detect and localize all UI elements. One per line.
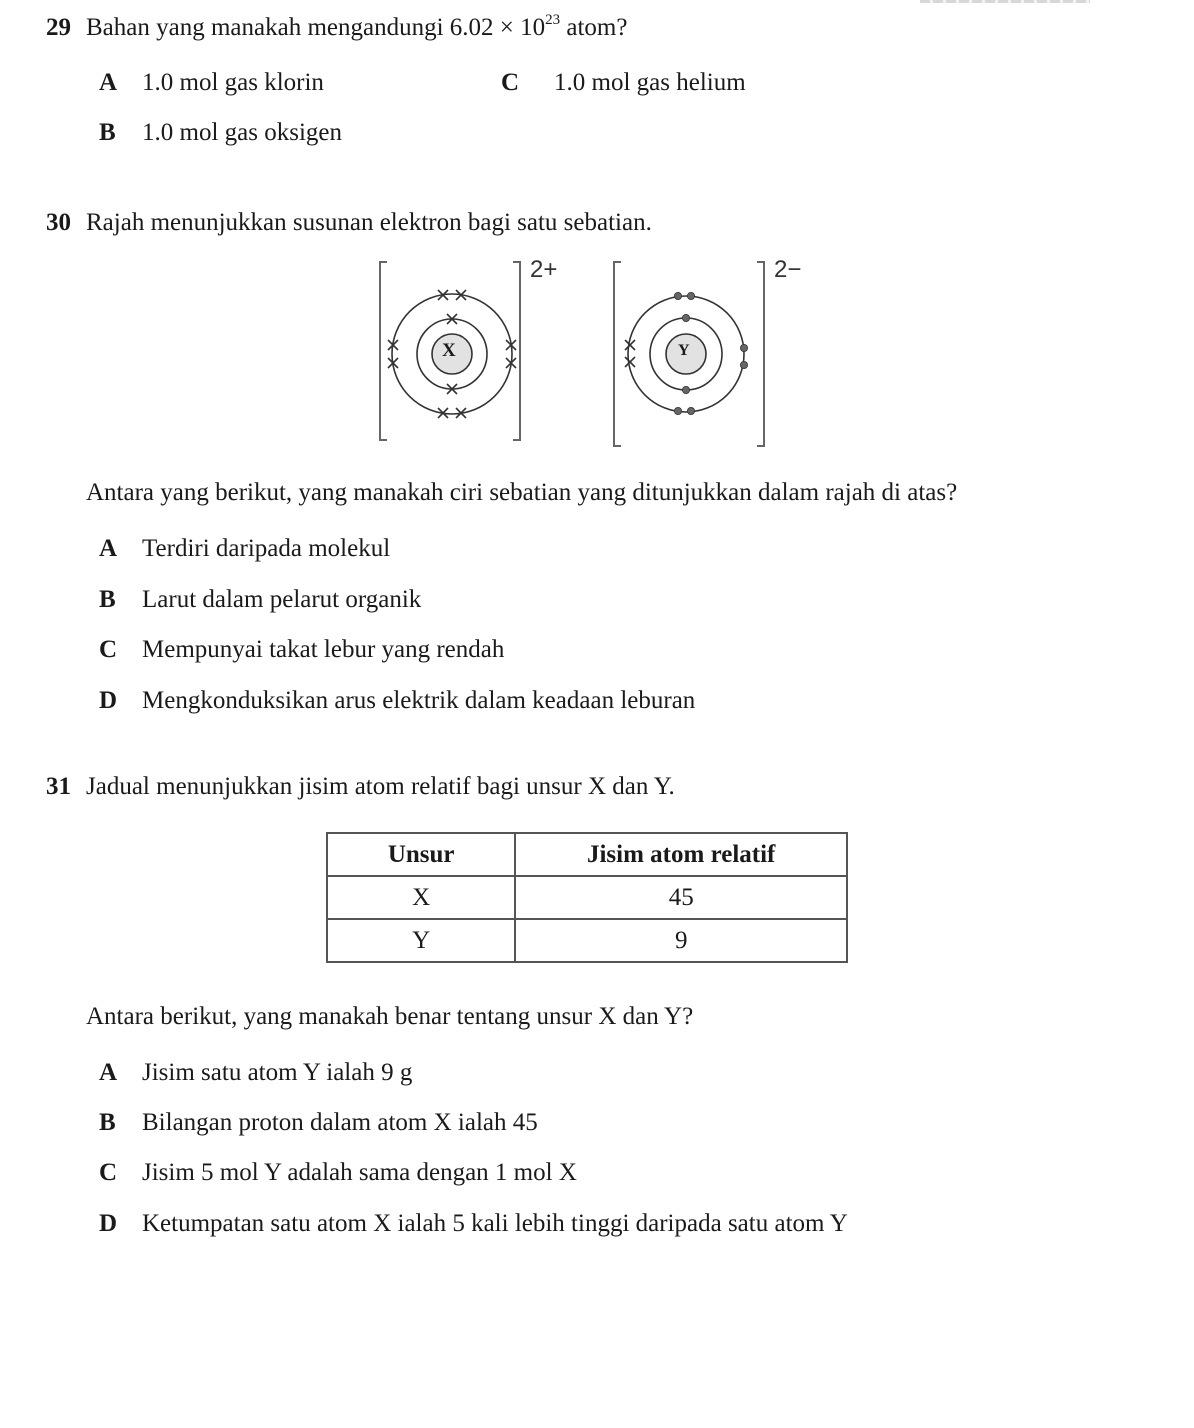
nucleus-y-label: Y — [678, 342, 690, 359]
cation-charge: 2+ — [530, 256, 558, 283]
q30-option-d[interactable]: D Mengkonduksikan arus elektrik dalam keadaan leburan — [99, 687, 696, 714]
table-header-row — [327, 833, 847, 876]
relative-atomic-mass-table — [326, 832, 848, 963]
table-row — [327, 919, 847, 962]
q30-option-b[interactable]: B Larut dalam pelarut organik — [99, 586, 422, 613]
table-cell: X — [327, 876, 515, 919]
table-cell: 9 — [515, 919, 847, 962]
electron-arrangement-diagram — [370, 255, 810, 450]
q31-option-a[interactable]: A Jisim satu atom Y ialah 9 g — [99, 1059, 413, 1086]
q31-option-d[interactable]: D Ketumpatan satu atom X ialah 5 kali lebih tinggi daripada satu atom Y — [99, 1210, 848, 1237]
nucleus-x-label: X — [442, 340, 456, 361]
q29-option-b[interactable]: B 1.0 mol gas oksigen — [99, 119, 342, 146]
question-number: 31 — [46, 773, 71, 800]
q30-option-c[interactable]: C Mempunyai takat lebur yang rendah — [99, 636, 505, 663]
question-31-prompt: Antara berikut, yang manakah benar tentang unsur X dan Y? — [86, 1003, 694, 1030]
q31-option-c[interactable]: C Jisim 5 mol Y adalah sama dengan 1 mol X — [99, 1159, 577, 1186]
table-row — [327, 876, 847, 919]
question-30-prompt: Antara yang berikut, yang manakah ciri sebatian yang ditunjukkan dalam rajah di atas? — [86, 479, 958, 506]
cropped-page-header — [920, 0, 1090, 3]
table-cell: 45 — [515, 876, 847, 919]
table-header: Jisim atom relatif — [515, 833, 847, 876]
table-header: Unsur — [327, 833, 515, 876]
question-31-stem: 31 Jadual menunjukkan jisim atom relatif bagi unsur X dan Y. — [46, 773, 675, 800]
question-number: 29 — [46, 14, 71, 41]
table-cell: Y — [327, 919, 515, 962]
q29-option-c[interactable]: C 1.0 mol gas helium — [501, 69, 746, 96]
question-30-stem: 30 Rajah menunjukkan susunan elektron bagi satu sebatian. — [46, 209, 652, 236]
question-number: 30 — [46, 209, 71, 236]
q30-option-a[interactable]: A Terdiri daripada molekul — [99, 535, 391, 562]
q31-option-b[interactable]: B Bilangan proton dalam atom X ialah 45 — [99, 1109, 538, 1136]
question-29-stem: 29 Bahan yang manakah mengandungi $6.02 \times 10^{23}$ atom? — [46, 11, 628, 41]
anion-charge: 2− — [774, 256, 802, 283]
q29-option-a[interactable]: A 1.0 mol gas klorin — [99, 69, 324, 96]
